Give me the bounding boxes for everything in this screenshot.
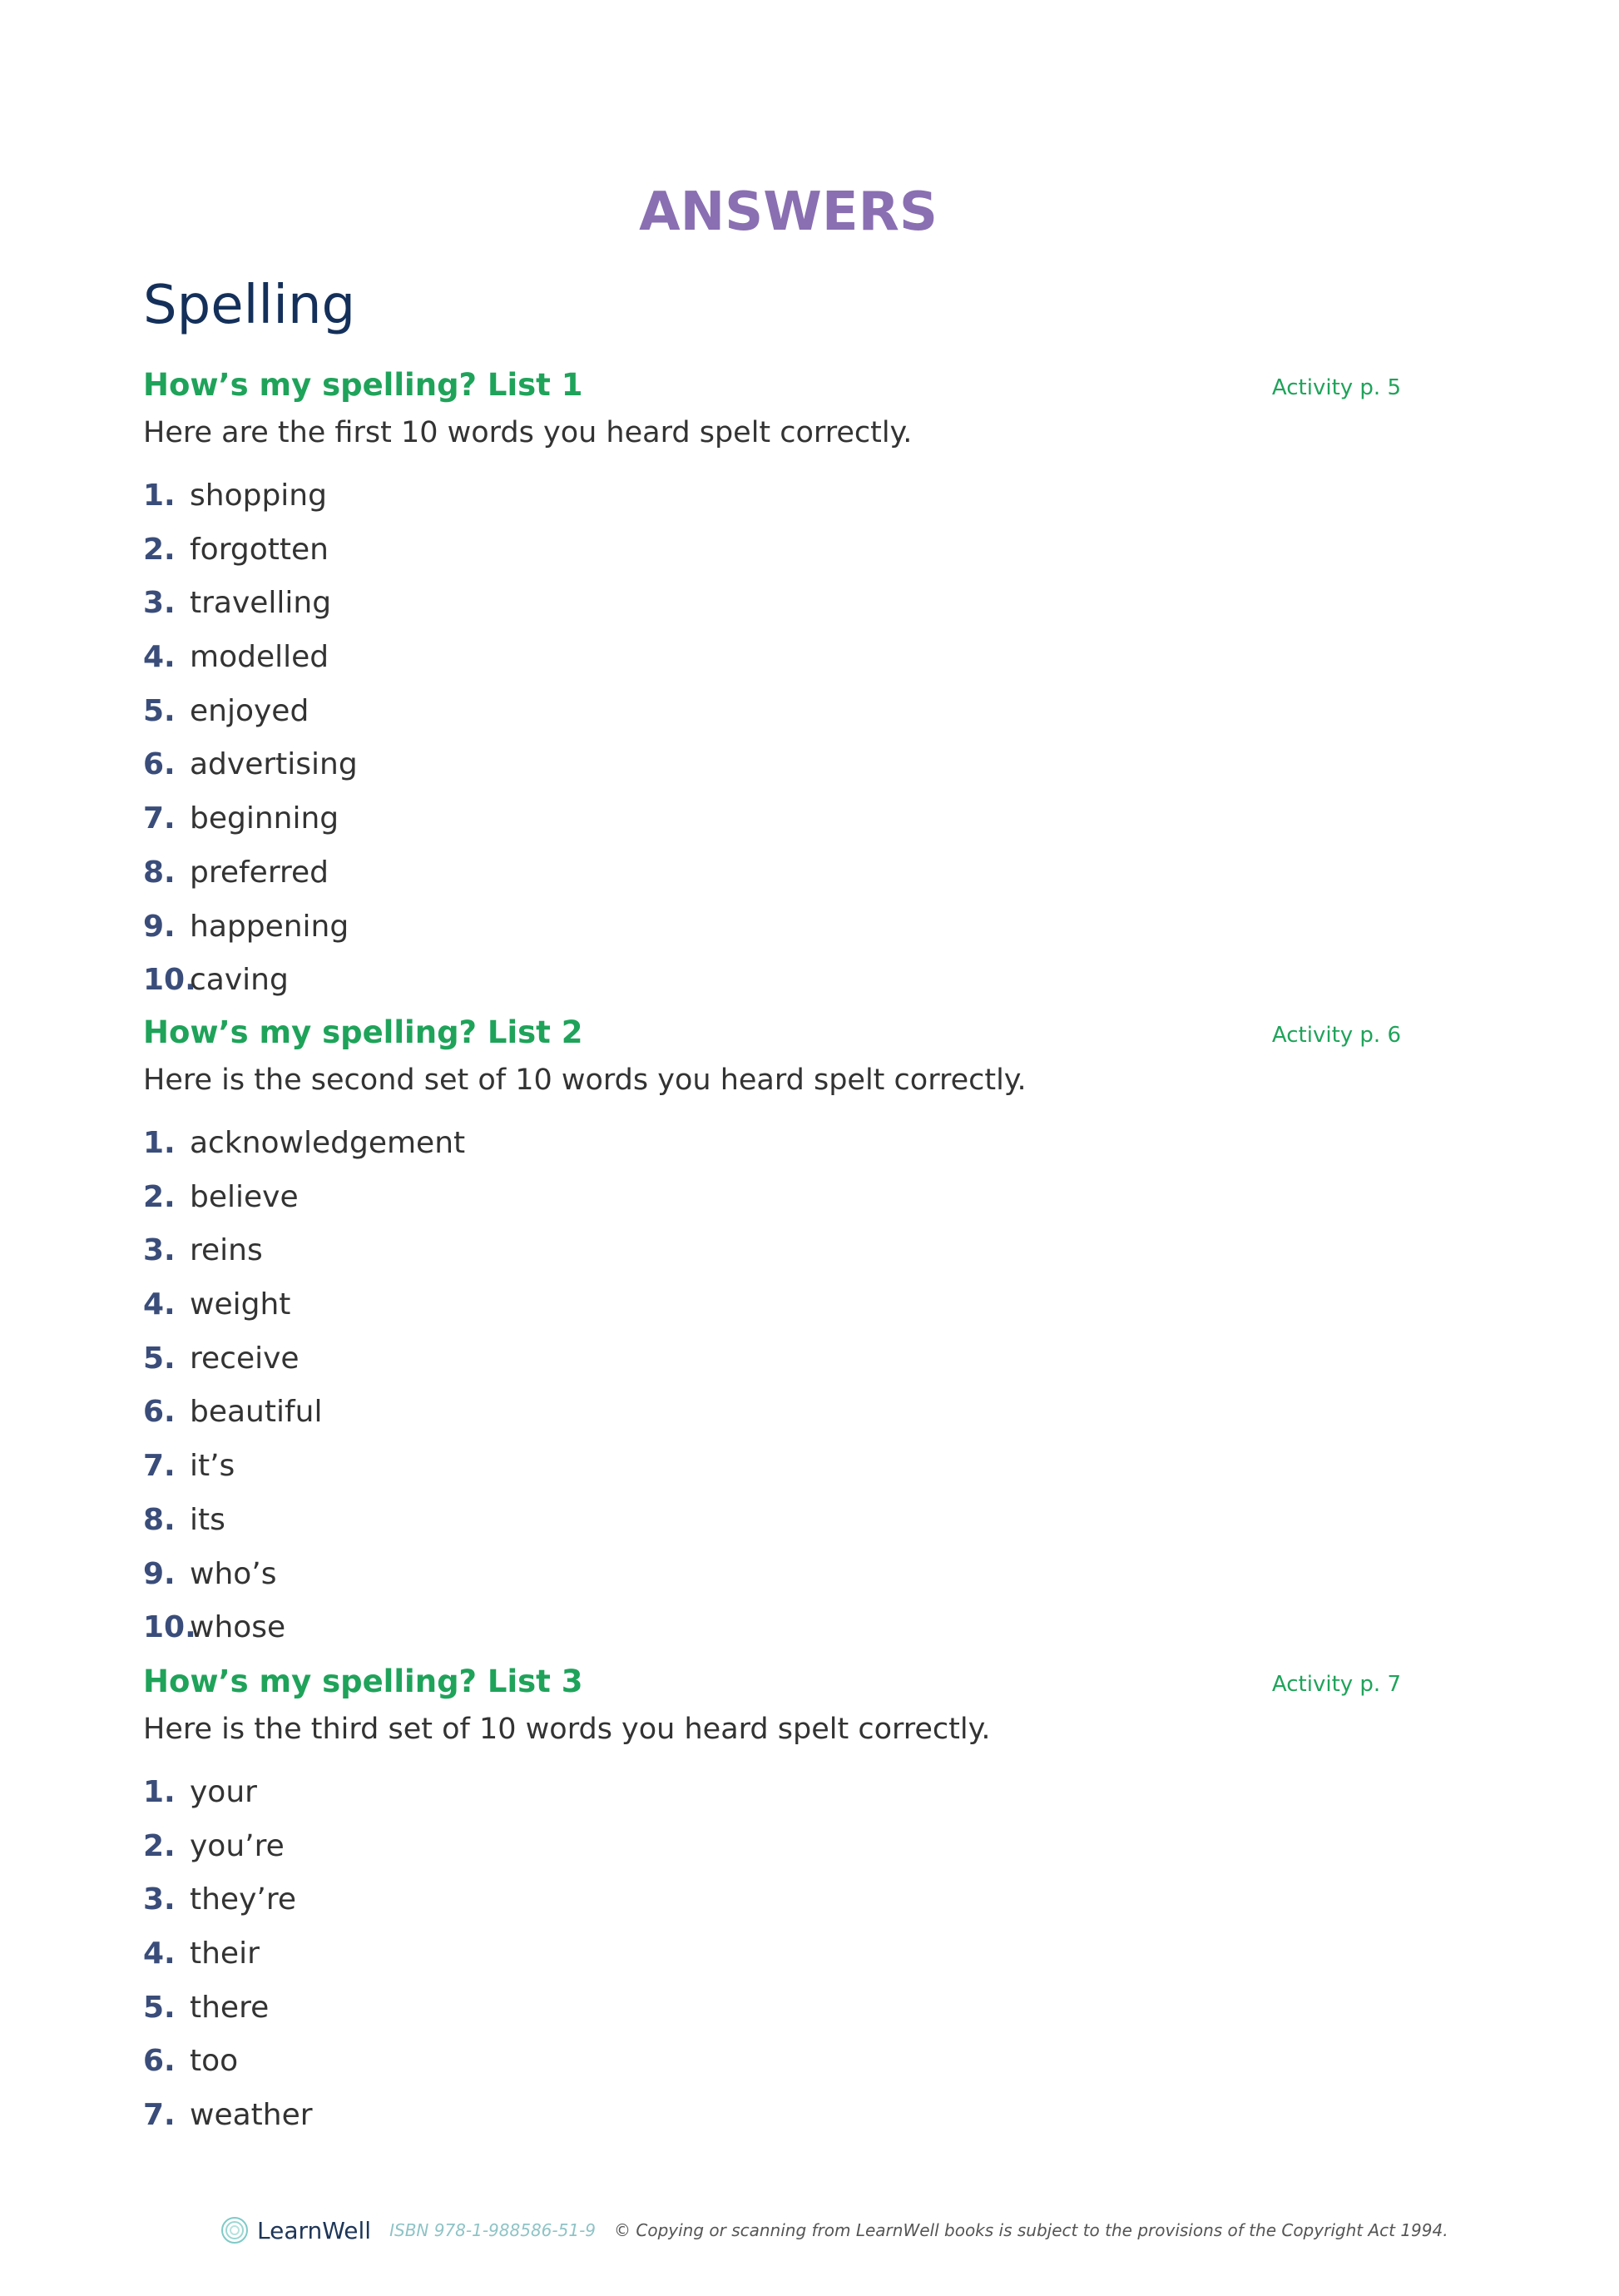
list-item [143, 2089, 1401, 2143]
activity-header [143, 362, 1401, 409]
item-word: its [190, 1502, 225, 1537]
list-item [143, 1171, 1401, 1225]
item-word: your [190, 1775, 257, 1809]
list-item [143, 523, 1401, 578]
item-word: travelling [190, 586, 332, 621]
item-word: advertising [190, 747, 358, 782]
item-word: it’s [190, 1449, 235, 1484]
item-word: acknowledgement [190, 1126, 466, 1160]
item-number: 2. [143, 1179, 176, 1214]
item-number: 6. [143, 747, 176, 782]
list-item [143, 2035, 1401, 2089]
item-word: there [190, 1990, 270, 2025]
item-word: their [190, 1936, 260, 1971]
item-number: 4. [143, 640, 176, 675]
item-number: 9. [143, 909, 176, 944]
page-title: ANSWERS [639, 181, 938, 243]
activity-intro: Here are the first 10 words you heard spelt correctly. [143, 416, 913, 449]
activity-page-ref: Activity p. 7 [1271, 1672, 1401, 1697]
list-item [143, 1927, 1401, 1981]
item-word: modelled [190, 640, 329, 675]
activity-list-1 [143, 362, 1401, 1008]
item-number: 1. [143, 479, 176, 513]
item-word: they’re [190, 1882, 296, 1917]
item-word: shopping [190, 479, 327, 513]
item-number: 10. [143, 963, 196, 998]
activity-header [143, 1659, 1401, 1705]
item-word: who’s [190, 1556, 277, 1591]
list-item [143, 577, 1401, 631]
item-number: 4. [143, 1287, 176, 1322]
learnwell-swirl-icon [220, 2216, 249, 2244]
item-number: 8. [143, 855, 176, 890]
item-number: 6. [143, 1395, 176, 1430]
item-word: beginning [190, 801, 339, 836]
item-word: too [190, 2044, 239, 2079]
item-word: whose [190, 1610, 286, 1645]
item-number: 5. [143, 1990, 176, 2025]
activity-intro: Here is the third set of 10 words you heard spelt correctly. [143, 1713, 991, 1746]
item-number: 5. [143, 693, 176, 728]
list-item [143, 846, 1401, 900]
activity-page-ref: Activity p. 6 [1271, 1023, 1401, 1048]
item-number: 3. [143, 1882, 176, 1917]
list-item [143, 954, 1401, 1008]
item-number: 5. [143, 1341, 176, 1376]
item-word: happening [190, 909, 349, 944]
activity-title: How’s my spelling? List 1 [143, 367, 583, 403]
word-list [143, 1766, 1401, 2143]
item-number: 2. [143, 1828, 176, 1863]
item-number: 7. [143, 1449, 176, 1484]
item-word: you’re [190, 1828, 285, 1863]
list-item [143, 1440, 1401, 1494]
list-item [143, 1224, 1401, 1278]
item-word: beautiful [190, 1395, 323, 1430]
item-word: weather [190, 2098, 313, 2133]
item-number: 6. [143, 2044, 176, 2079]
item-number: 7. [143, 2098, 176, 2133]
list-item [143, 1548, 1401, 1602]
list-item [143, 1981, 1401, 2036]
item-word: forgotten [190, 532, 329, 567]
activity-page-ref: Activity p. 5 [1271, 375, 1401, 400]
list-item [143, 1766, 1401, 1820]
section-title: Spelling [143, 275, 356, 336]
item-number: 9. [143, 1556, 176, 1591]
list-item [143, 900, 1401, 955]
activity-title: How’s my spelling? List 2 [143, 1014, 583, 1050]
item-number: 4. [143, 1936, 176, 1971]
list-item [143, 1332, 1401, 1386]
list-item [143, 1278, 1401, 1332]
list-item [143, 1117, 1401, 1171]
list-item [143, 738, 1401, 792]
item-number: 1. [143, 1775, 176, 1809]
activity-list-3 [143, 1659, 1401, 2143]
item-word: weight [190, 1287, 291, 1322]
item-number: 3. [143, 1233, 176, 1268]
list-item [143, 631, 1401, 685]
isbn-text: ISBN 978-1-988586-51-9 [389, 2220, 597, 2240]
word-list [143, 469, 1401, 1008]
item-word: receive [190, 1341, 300, 1376]
list-item [143, 1386, 1401, 1440]
logo-text: LearnWell [257, 2216, 372, 2244]
item-number: 3. [143, 586, 176, 621]
activity-list-2 [143, 1009, 1401, 1655]
activity-intro: Here is the second set of 10 words you heard spelt correctly. [143, 1064, 1027, 1097]
item-word: believe [190, 1179, 299, 1214]
page-footer [220, 2205, 1448, 2255]
activity-title: How’s my spelling? List 3 [143, 1664, 583, 1699]
word-list [143, 1117, 1401, 1655]
list-item [143, 1601, 1401, 1655]
list-item [143, 1873, 1401, 1927]
list-item [143, 469, 1401, 523]
item-word: preferred [190, 855, 329, 890]
list-item [143, 792, 1401, 846]
activity-header [143, 1009, 1401, 1056]
list-item [143, 1820, 1401, 1874]
list-item [143, 685, 1401, 739]
item-word: enjoyed [190, 693, 309, 728]
item-number: 10. [143, 1610, 196, 1645]
item-number: 8. [143, 1502, 176, 1537]
copyright-text: © Copying or scanning from LearnWell books is subject to the provisions of the Copyright Act 1994. [614, 2220, 1448, 2240]
item-number: 2. [143, 532, 176, 567]
item-word: reins [190, 1233, 263, 1268]
item-word: caving [190, 963, 289, 998]
list-item [143, 1494, 1401, 1548]
item-number: 7. [143, 801, 176, 836]
item-number: 1. [143, 1126, 176, 1160]
